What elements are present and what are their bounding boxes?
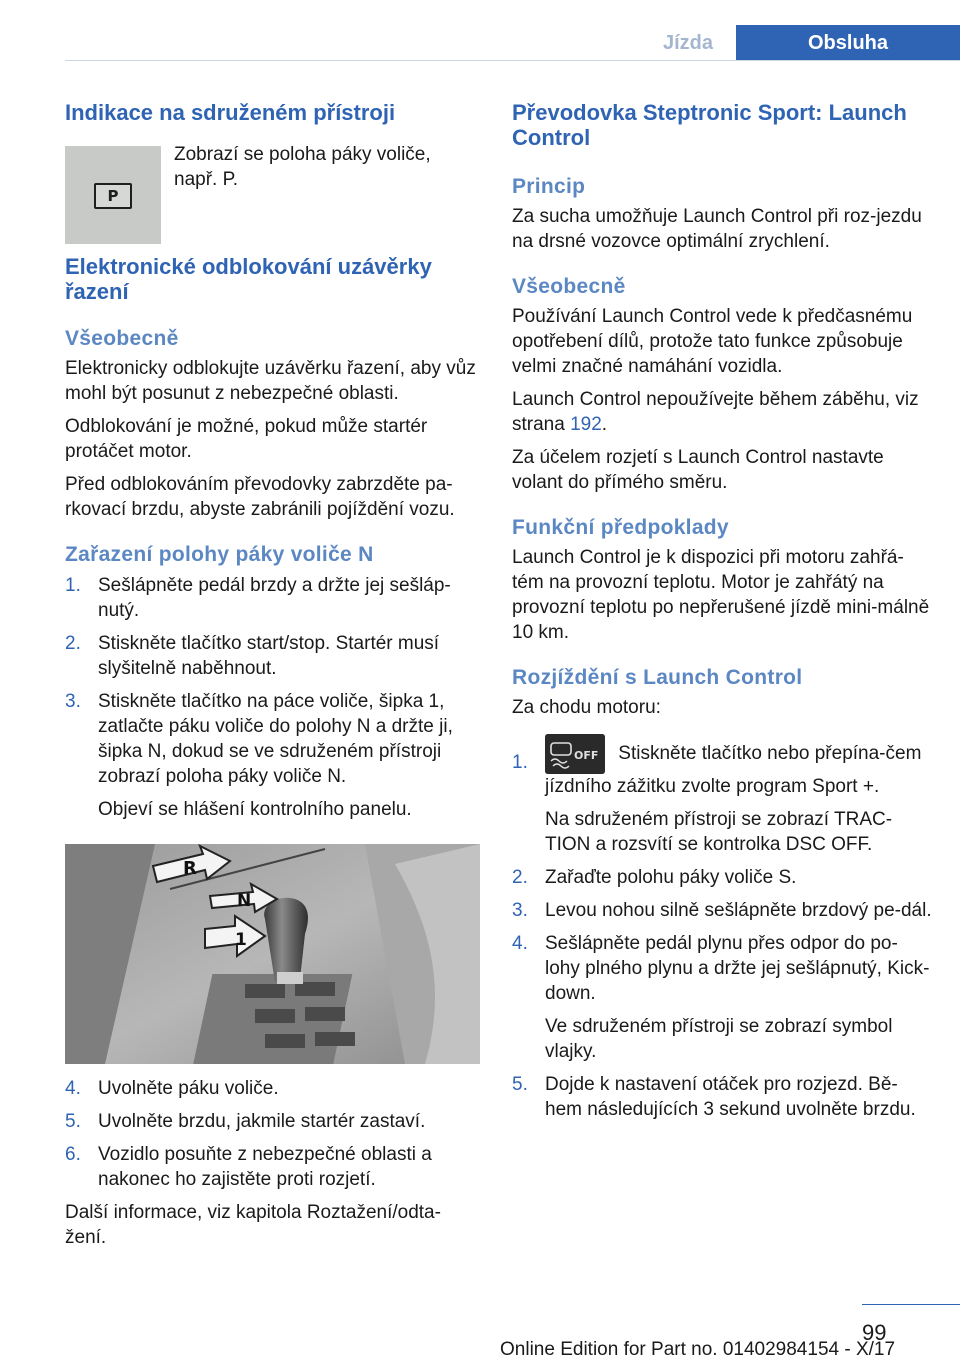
list-item (512, 734, 932, 857)
list-item (65, 573, 480, 623)
text: Launch Control nepoužívejte během záběhu, viz strana (512, 389, 919, 435)
section-title-indikace: Indikace na sdruženém přístroji (65, 100, 396, 125)
edition-text: Online Edition for Part no. 01402984154 - X/17 (500, 1339, 896, 1360)
paragraph: Používání Launch Control vede k předčasnému opotřebení dílů, protože tato funkce způsobuje velmi značné namáhání vozidla. (512, 306, 913, 377)
step-note: Ve sdruženém přístroji se zobrazí symbol vlajky. (545, 1016, 893, 1062)
subtitle-predpoklady: Funkční předpoklady (512, 516, 729, 539)
paragraph: Elektronicky odblokujte uzávěrku řazení, aby vůz mohl být posunut z nebezpečné oblasti. (65, 358, 476, 404)
list-number: 2. (65, 633, 81, 654)
right-column (512, 100, 932, 1122)
subtitle-vseobecne: Všeobecně (512, 275, 626, 298)
paragraph: Launch Control je k dispozici při motoru zahřá-tém na provozní teplotu. Motor je zahřátý na provozní teplotu po nepřerušené jízdě mini-málně 10 km. (512, 547, 930, 643)
step-note: Objeví se hlášení kontrolního panelu. (98, 799, 412, 820)
list-text: Dojde k nastavení otáček pro rozjezd. Bě-hem následujících 3 sekund uvolněte brzdu. (545, 1074, 916, 1120)
list-number: 5. (512, 1074, 528, 1095)
list-text: Sešlápněte pedál plynu přes odpor do po-lohy plného plynu a držte jej sešlápnutý, Kick-down. (545, 933, 930, 1004)
tab-obsluha[interactable]: Obsluha (736, 25, 960, 61)
label-n: N (237, 891, 252, 911)
list-item (65, 1109, 480, 1134)
steps-list-b (65, 1076, 480, 1192)
list-item (512, 931, 932, 1064)
dsc-off-icon (545, 734, 605, 774)
subtitle-princip: Princip (512, 175, 586, 198)
list-number: 2. (512, 867, 528, 888)
list-item (512, 1072, 932, 1122)
text: . (601, 414, 608, 435)
section-title-launch-control: Převodovka Steptronic Sport: Launch Control (512, 100, 907, 150)
list-text: Stiskněte tlačítko start/stop. Startér musí slyšitelně naběhnout. (98, 633, 440, 679)
list-item (512, 865, 932, 890)
list-item (512, 898, 932, 923)
list-text: Vozidlo posuňte z nebezpečné oblasti a nakonec ho zajistěte proti rozjetí. (98, 1144, 432, 1190)
page-link[interactable]: 192 (570, 414, 602, 435)
list-item (65, 689, 480, 822)
list-text: Zařaďte polohu páky voliče S. (545, 867, 797, 888)
list-number: 4. (65, 1078, 81, 1099)
launch-steps-list (512, 734, 932, 1122)
list-text: Levou nohou silně sešlápněte brzdový pe-dál. (545, 900, 932, 921)
list-number: 5. (65, 1111, 81, 1132)
paragraph: Odblokování je možné, pokud může startér protáčet motor. (65, 416, 428, 462)
paragraph: Před odblokováním převodovky zabrzděte pa-rkovací brzdu, abyste zabránili pojíždění vozu. (65, 474, 455, 520)
footer-divider (862, 1304, 960, 1305)
step-note: Na sdruženém přístroji se zobrazí TRAC-TION a rozsvítí se kontrolka DSC OFF. (545, 809, 893, 855)
list-text: Uvolněte páku voliče. (98, 1078, 279, 1099)
steps-list-a (65, 573, 480, 822)
header-divider (65, 60, 960, 61)
gauge-display-image (65, 146, 161, 244)
left-column (65, 100, 480, 1250)
list-text: Stiskněte tlačítko na páce voliče, šipka 1, zatlačte páku voliče do polohy N a držte ji, šipka N, dokud se ve sdruženém přístroji zobrazí poloha páky voliče N. (98, 691, 453, 787)
section-title-odblokovani: Elektronické odblokování uzávěrky řazení (65, 254, 432, 304)
list-number: 4. (512, 933, 528, 954)
list-item (65, 1142, 480, 1192)
list-number: 3. (512, 900, 528, 921)
park-position-symbol: P (94, 183, 132, 209)
closing-paragraph: Další informace, viz kapitola Roztažení/odta-žení. (65, 1202, 441, 1248)
list-text: Sešlápněte pedál brzdy a držte jej sešláp-nutý. (98, 575, 451, 621)
dsc-off-label: OFF (574, 749, 599, 762)
list-item (65, 631, 480, 681)
paragraph (512, 387, 932, 437)
gauge-description: Zobrazí se poloha páky voliče, např. P. (174, 144, 431, 190)
list-number: 1. (65, 575, 81, 596)
label-r: R (183, 858, 197, 879)
gear-selector-photo (65, 844, 480, 1064)
subtitle-zarazeni: Zařazení polohy páky voliče N (65, 543, 374, 566)
gauge-block (65, 100, 480, 220)
list-number: 1. (512, 752, 528, 773)
list-text: Uvolněte brzdu, jakmile startér zastaví. (98, 1111, 426, 1132)
list-number: 3. (65, 691, 81, 712)
page-number: 99 (862, 1320, 887, 1345)
subtitle-rozjizdeni: Rozjíždění s Launch Control (512, 666, 803, 689)
tab-jizda[interactable]: Jízda (662, 32, 714, 54)
list-item (65, 1076, 480, 1101)
list-text: Stiskněte tlačítko nebo přepína-čem jízdního zážitku zvolte program Sport +. (545, 743, 922, 797)
paragraph: Za účelem rozjetí s Launch Control nastavte volant do přímého směru. (512, 447, 884, 493)
subtitle-vseobecne: Všeobecně (65, 327, 179, 350)
list-number: 6. (65, 1144, 81, 1165)
paragraph: Za sucha umožňuje Launch Control při roz-jezdu na drsné vozovce optimální zrychlení. (512, 206, 922, 252)
label-1: 1 (235, 930, 247, 950)
paragraph: Za chodu motoru: (512, 697, 661, 718)
